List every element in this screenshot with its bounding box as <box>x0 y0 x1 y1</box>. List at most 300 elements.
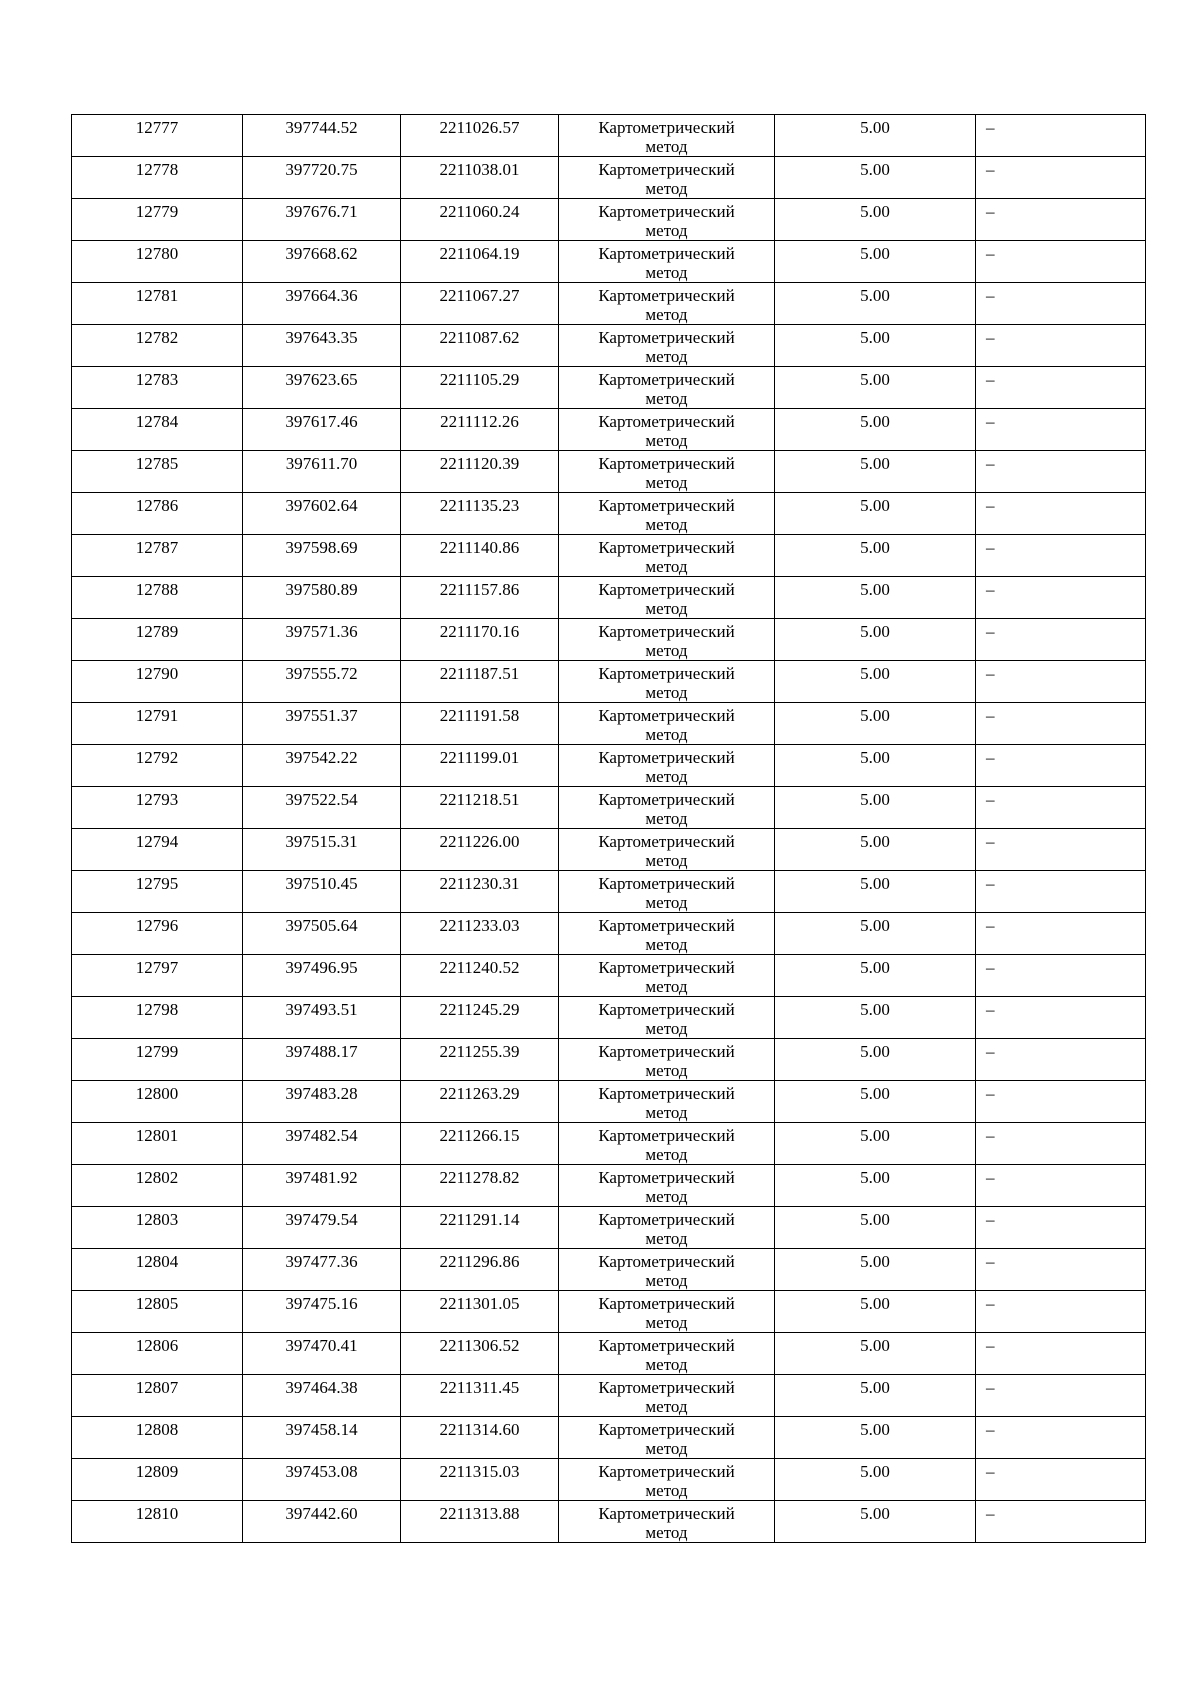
point-number-cell <box>72 535 243 577</box>
note-cell <box>976 409 1146 451</box>
y-coordinate-cell <box>401 535 559 577</box>
y-coordinate-cell <box>401 577 559 619</box>
x-coordinate-cell <box>243 241 401 283</box>
y-coordinate: 2211291.14 <box>439 1210 520 1229</box>
point-number-cell <box>72 829 243 871</box>
y-coordinate: 2211226.00 <box>439 832 520 851</box>
method-line-2: метод <box>645 431 688 450</box>
note-cell <box>976 1501 1146 1543</box>
point-number-cell <box>72 409 243 451</box>
point-number: 12785 <box>135 454 179 473</box>
method-cell <box>559 1123 775 1165</box>
note-cell <box>976 1333 1146 1375</box>
note-value: – <box>986 748 995 767</box>
y-coordinate-cell <box>401 451 559 493</box>
y-coordinate-cell <box>401 1165 559 1207</box>
note-value: – <box>986 1084 995 1103</box>
y-coordinate-cell <box>401 1417 559 1459</box>
table-row <box>72 1501 1146 1543</box>
point-number-cell <box>72 115 243 157</box>
method-line-2: метод <box>645 179 688 198</box>
y-coordinate: 2211278.82 <box>439 1168 520 1187</box>
method-line-1: Картометрический <box>598 370 735 389</box>
y-coordinate-cell <box>401 1501 559 1543</box>
y-coordinate-cell <box>401 241 559 283</box>
accuracy-cell <box>775 115 976 157</box>
y-coordinate: 2211315.03 <box>439 1462 520 1481</box>
point-number-cell <box>72 1375 243 1417</box>
accuracy-cell <box>775 493 976 535</box>
x-coordinate: 397479.54 <box>285 1210 358 1229</box>
table-row <box>72 115 1146 157</box>
method-line-2: метод <box>645 935 688 954</box>
point-number: 12804 <box>135 1252 179 1271</box>
point-number-cell <box>72 745 243 787</box>
accuracy-cell <box>775 997 976 1039</box>
y-coordinate-cell <box>401 913 559 955</box>
x-coordinate-cell <box>243 1039 401 1081</box>
method-cell <box>559 913 775 955</box>
note-cell <box>976 997 1146 1039</box>
y-coordinate: 2211301.05 <box>439 1294 520 1313</box>
method-line-1: Картометрический <box>598 958 735 977</box>
point-number: 12791 <box>135 706 179 725</box>
accuracy-value: 5.00 <box>860 412 890 431</box>
method-line-2: метод <box>645 263 688 282</box>
method-line-1: Картометрический <box>598 160 735 179</box>
method-cell <box>559 703 775 745</box>
accuracy-cell <box>775 241 976 283</box>
x-coordinate-cell <box>243 871 401 913</box>
y-coordinate-cell <box>401 619 559 661</box>
note-cell <box>976 745 1146 787</box>
y-coordinate-cell <box>401 1333 559 1375</box>
x-coordinate: 397475.16 <box>285 1294 358 1313</box>
accuracy-value: 5.00 <box>860 1000 890 1019</box>
point-number-cell <box>72 157 243 199</box>
method-cell <box>559 1291 775 1333</box>
x-coordinate-cell <box>243 325 401 367</box>
point-number-cell <box>72 577 243 619</box>
accuracy-value: 5.00 <box>860 1294 890 1313</box>
accuracy-value: 5.00 <box>860 328 890 347</box>
point-number: 12779 <box>135 202 179 221</box>
note-cell <box>976 1123 1146 1165</box>
y-coordinate: 2211064.19 <box>439 244 520 263</box>
x-coordinate-cell <box>243 619 401 661</box>
method-line-1: Картометрический <box>598 748 735 767</box>
accuracy-value: 5.00 <box>860 160 890 179</box>
method-line-2: метод <box>645 473 688 492</box>
x-coordinate: 397496.95 <box>285 958 358 977</box>
point-number-cell <box>72 1291 243 1333</box>
method-line-1: Картометрический <box>598 1294 735 1313</box>
method-line-2: метод <box>645 1439 688 1458</box>
method-line-1: Картометрический <box>598 454 735 473</box>
point-number-cell <box>72 1459 243 1501</box>
note-value: – <box>986 412 995 431</box>
y-coordinate: 2211230.31 <box>439 874 520 893</box>
x-coordinate-cell <box>243 1291 401 1333</box>
y-coordinate: 2211245.29 <box>439 1000 520 1019</box>
table-row <box>72 577 1146 619</box>
method-line-1: Картометрический <box>598 1378 735 1397</box>
accuracy-cell <box>775 787 976 829</box>
accuracy-cell <box>775 661 976 703</box>
x-coordinate-cell <box>243 1081 401 1123</box>
note-cell <box>976 871 1146 913</box>
x-coordinate-cell <box>243 451 401 493</box>
point-number: 12803 <box>135 1210 179 1229</box>
note-cell <box>976 1039 1146 1081</box>
y-coordinate-cell <box>401 115 559 157</box>
x-coordinate-cell <box>243 115 401 157</box>
method-line-2: метод <box>645 767 688 786</box>
table-row <box>72 535 1146 577</box>
method-line-2: метод <box>645 599 688 618</box>
x-coordinate: 397580.89 <box>285 580 358 599</box>
table-row <box>72 241 1146 283</box>
x-coordinate-cell <box>243 1165 401 1207</box>
y-coordinate: 2211026.57 <box>439 118 520 137</box>
y-coordinate: 2211218.51 <box>439 790 520 809</box>
accuracy-value: 5.00 <box>860 1126 890 1145</box>
y-coordinate: 2211313.88 <box>439 1504 520 1523</box>
method-line-2: метод <box>645 1481 688 1500</box>
method-cell <box>559 115 775 157</box>
point-number: 12805 <box>135 1294 179 1313</box>
accuracy-value: 5.00 <box>860 664 890 683</box>
method-cell <box>559 1417 775 1459</box>
x-coordinate: 397458.14 <box>285 1420 358 1439</box>
y-coordinate: 2211187.51 <box>439 664 520 683</box>
y-coordinate: 2211067.27 <box>439 286 520 305</box>
table-row <box>72 829 1146 871</box>
point-number-cell <box>72 1333 243 1375</box>
note-value: – <box>986 1462 995 1481</box>
accuracy-cell <box>775 955 976 997</box>
method-line-1: Картометрический <box>598 832 735 851</box>
y-coordinate: 2211140.86 <box>439 538 520 557</box>
x-coordinate-cell <box>243 1333 401 1375</box>
accuracy-cell <box>775 535 976 577</box>
accuracy-cell <box>775 619 976 661</box>
accuracy-cell <box>775 199 976 241</box>
method-line-1: Картометрический <box>598 580 735 599</box>
table-row <box>72 787 1146 829</box>
y-coordinate-cell <box>401 409 559 451</box>
method-line-1: Картометрический <box>598 244 735 263</box>
table-row <box>72 871 1146 913</box>
note-value: – <box>986 1168 995 1187</box>
note-cell <box>976 1081 1146 1123</box>
x-coordinate: 397571.36 <box>285 622 358 641</box>
x-coordinate: 397477.36 <box>285 1252 358 1271</box>
method-line-1: Картометрический <box>598 874 735 893</box>
method-cell <box>559 745 775 787</box>
y-coordinate-cell <box>401 955 559 997</box>
y-coordinate: 2211105.29 <box>439 370 520 389</box>
note-cell <box>976 283 1146 325</box>
method-line-1: Картометрический <box>598 1252 735 1271</box>
note-cell <box>976 199 1146 241</box>
y-coordinate: 2211199.01 <box>439 748 520 767</box>
point-number-cell <box>72 1123 243 1165</box>
method-cell <box>559 661 775 703</box>
x-coordinate: 397720.75 <box>285 160 358 179</box>
accuracy-value: 5.00 <box>860 370 890 389</box>
point-number: 12808 <box>135 1420 179 1439</box>
accuracy-value: 5.00 <box>860 1336 890 1355</box>
accuracy-cell <box>775 1081 976 1123</box>
x-coordinate-cell <box>243 829 401 871</box>
note-value: – <box>986 1126 995 1145</box>
note-value: – <box>986 1420 995 1439</box>
method-line-2: метод <box>645 1313 688 1332</box>
x-coordinate-cell <box>243 787 401 829</box>
x-coordinate-cell <box>243 955 401 997</box>
note-cell <box>976 829 1146 871</box>
point-number-cell <box>72 619 243 661</box>
x-coordinate: 397664.36 <box>285 286 358 305</box>
point-number-cell <box>72 1039 243 1081</box>
x-coordinate-cell <box>243 1249 401 1291</box>
point-number-cell <box>72 871 243 913</box>
y-coordinate-cell <box>401 1081 559 1123</box>
note-cell <box>976 1249 1146 1291</box>
table-row <box>72 1459 1146 1501</box>
point-number: 12809 <box>135 1462 179 1481</box>
accuracy-cell <box>775 1459 976 1501</box>
accuracy-value: 5.00 <box>860 1378 890 1397</box>
method-cell <box>559 1459 775 1501</box>
note-cell <box>976 367 1146 409</box>
point-number-cell <box>72 199 243 241</box>
accuracy-value: 5.00 <box>860 1252 890 1271</box>
y-coordinate-cell <box>401 871 559 913</box>
note-cell <box>976 241 1146 283</box>
note-value: – <box>986 916 995 935</box>
method-line-1: Картометрический <box>598 664 735 683</box>
point-number: 12793 <box>135 790 179 809</box>
method-line-1: Картометрический <box>598 286 735 305</box>
accuracy-value: 5.00 <box>860 538 890 557</box>
x-coordinate: 397602.64 <box>285 496 358 515</box>
method-line-1: Картометрический <box>598 202 735 221</box>
method-line-2: метод <box>645 977 688 996</box>
y-coordinate-cell <box>401 367 559 409</box>
accuracy-cell <box>775 577 976 619</box>
y-coordinate: 2211112.26 <box>440 412 519 431</box>
note-cell <box>976 325 1146 367</box>
accuracy-cell <box>775 157 976 199</box>
table-row <box>72 703 1146 745</box>
table-row <box>72 955 1146 997</box>
method-line-1: Картометрический <box>598 328 735 347</box>
y-coordinate: 2211191.58 <box>439 706 520 725</box>
x-coordinate-cell <box>243 157 401 199</box>
note-cell <box>976 661 1146 703</box>
note-value: – <box>986 790 995 809</box>
accuracy-cell <box>775 1039 976 1081</box>
method-line-2: метод <box>645 1271 688 1290</box>
method-cell <box>559 1249 775 1291</box>
x-coordinate-cell <box>243 1417 401 1459</box>
point-number-cell <box>72 787 243 829</box>
table-row <box>72 1207 1146 1249</box>
note-value: – <box>986 1252 995 1271</box>
accuracy-value: 5.00 <box>860 622 890 641</box>
table-row <box>72 283 1146 325</box>
x-coordinate-cell <box>243 913 401 955</box>
accuracy-value: 5.00 <box>860 874 890 893</box>
y-coordinate: 2211170.16 <box>439 622 520 641</box>
method-line-2: метод <box>645 1019 688 1038</box>
method-line-2: метод <box>645 641 688 660</box>
method-line-2: метод <box>645 1523 688 1542</box>
x-coordinate: 397611.70 <box>285 454 358 473</box>
note-cell <box>976 703 1146 745</box>
method-cell <box>559 535 775 577</box>
method-line-2: метод <box>645 1397 688 1416</box>
method-line-1: Картометрический <box>598 706 735 725</box>
method-line-1: Картометрический <box>598 1420 735 1439</box>
y-coordinate-cell <box>401 1207 559 1249</box>
point-number: 12798 <box>135 1000 179 1019</box>
x-coordinate-cell <box>243 703 401 745</box>
accuracy-cell <box>775 1165 976 1207</box>
note-cell <box>976 1207 1146 1249</box>
accuracy-value: 5.00 <box>860 832 890 851</box>
accuracy-value: 5.00 <box>860 580 890 599</box>
table-row <box>72 199 1146 241</box>
method-line-1: Картометрический <box>598 1168 735 1187</box>
point-number: 12787 <box>135 538 179 557</box>
y-coordinate-cell <box>401 157 559 199</box>
method-line-2: метод <box>645 1355 688 1374</box>
method-line-2: метод <box>645 725 688 744</box>
accuracy-value: 5.00 <box>860 244 890 263</box>
x-coordinate: 397551.37 <box>285 706 358 725</box>
x-coordinate-cell <box>243 1207 401 1249</box>
x-coordinate-cell <box>243 535 401 577</box>
point-number: 12801 <box>135 1126 179 1145</box>
y-coordinate: 2211266.15 <box>439 1126 520 1145</box>
point-number-cell <box>72 325 243 367</box>
x-coordinate: 397515.31 <box>285 832 358 851</box>
accuracy-value: 5.00 <box>860 790 890 809</box>
x-coordinate: 397623.65 <box>285 370 358 389</box>
note-value: – <box>986 328 995 347</box>
accuracy-cell <box>775 283 976 325</box>
note-cell <box>976 493 1146 535</box>
x-coordinate-cell <box>243 367 401 409</box>
x-coordinate: 397617.46 <box>285 412 358 431</box>
method-line-2: метод <box>645 1103 688 1122</box>
method-line-2: метод <box>645 683 688 702</box>
method-cell <box>559 409 775 451</box>
x-coordinate: 397643.35 <box>285 328 358 347</box>
method-line-2: метод <box>645 1061 688 1080</box>
y-coordinate: 2211233.03 <box>439 916 520 935</box>
method-line-2: метод <box>645 305 688 324</box>
accuracy-cell <box>775 1291 976 1333</box>
y-coordinate-cell <box>401 1375 559 1417</box>
accuracy-value: 5.00 <box>860 748 890 767</box>
note-cell <box>976 577 1146 619</box>
x-coordinate-cell <box>243 1123 401 1165</box>
point-number-cell <box>72 661 243 703</box>
point-number: 12802 <box>135 1168 179 1187</box>
note-cell <box>976 619 1146 661</box>
table-row <box>72 409 1146 451</box>
x-coordinate: 397522.54 <box>285 790 358 809</box>
table-row <box>72 1417 1146 1459</box>
x-coordinate-cell <box>243 199 401 241</box>
x-coordinate-cell <box>243 493 401 535</box>
note-value: – <box>986 1378 995 1397</box>
accuracy-value: 5.00 <box>860 706 890 725</box>
method-line-1: Картометрический <box>598 496 735 515</box>
note-value: – <box>986 1336 995 1355</box>
x-coordinate: 397598.69 <box>285 538 358 557</box>
y-coordinate-cell <box>401 283 559 325</box>
point-number: 12780 <box>135 244 179 263</box>
table-row <box>72 1249 1146 1291</box>
accuracy-value: 5.00 <box>860 202 890 221</box>
point-number-cell <box>72 493 243 535</box>
table-row <box>72 745 1146 787</box>
point-number: 12777 <box>135 118 179 137</box>
note-cell <box>976 1291 1146 1333</box>
method-line-1: Картометрический <box>598 1084 735 1103</box>
accuracy-cell <box>775 409 976 451</box>
note-value: – <box>986 706 995 725</box>
note-value: – <box>986 160 995 179</box>
accuracy-cell <box>775 1501 976 1543</box>
accuracy-value: 5.00 <box>860 454 890 473</box>
x-coordinate: 397493.51 <box>285 1000 358 1019</box>
table-row <box>72 1081 1146 1123</box>
point-number-cell <box>72 1165 243 1207</box>
x-coordinate: 397510.45 <box>285 874 358 893</box>
method-line-1: Картометрический <box>598 1504 735 1523</box>
method-line-2: метод <box>645 221 688 240</box>
method-line-1: Картометрический <box>598 622 735 641</box>
note-value: – <box>986 1504 995 1523</box>
note-value: – <box>986 958 995 977</box>
note-cell <box>976 535 1146 577</box>
accuracy-value: 5.00 <box>860 1462 890 1481</box>
note-value: – <box>986 1000 995 1019</box>
point-number-cell <box>72 955 243 997</box>
note-value: – <box>986 370 995 389</box>
accuracy-cell <box>775 367 976 409</box>
accuracy-value: 5.00 <box>860 1420 890 1439</box>
y-coordinate-cell <box>401 1291 559 1333</box>
method-cell <box>559 1333 775 1375</box>
note-cell <box>976 115 1146 157</box>
accuracy-value: 5.00 <box>860 1210 890 1229</box>
x-coordinate: 397481.92 <box>285 1168 358 1187</box>
note-value: – <box>986 622 995 641</box>
y-coordinate-cell <box>401 703 559 745</box>
note-value: – <box>986 202 995 221</box>
table-row <box>72 1165 1146 1207</box>
table-row <box>72 1123 1146 1165</box>
x-coordinate: 397542.22 <box>285 748 358 767</box>
method-line-1: Картометрический <box>598 1462 735 1481</box>
